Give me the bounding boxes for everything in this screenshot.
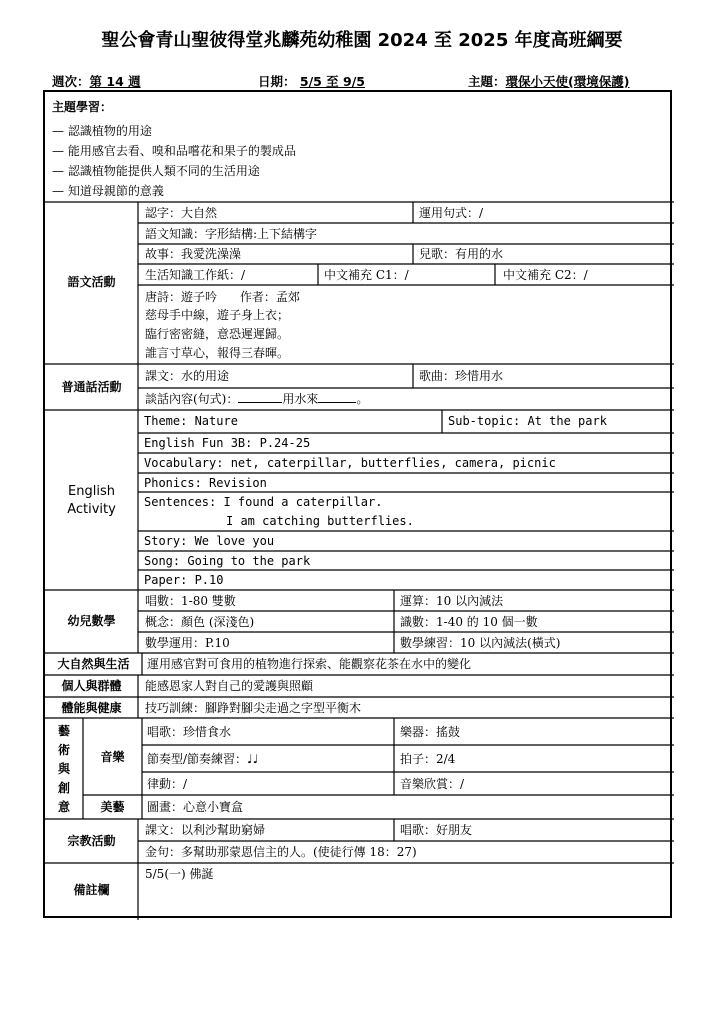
chinese-sentence-use: 運用句式：/	[419, 206, 484, 220]
page-title: 聖公會青山聖彼得堂兆麟苑幼稚園 2024 至 2025 年度高班綱要	[101, 30, 623, 51]
math-practice: 數學練習：10 以內減法(橫式)	[400, 636, 561, 650]
arts-label-char: 意	[57, 800, 70, 814]
english-sentence: I am catching butterflies.	[226, 514, 414, 528]
religion-text: 課文：以利沙幫助窮婦	[145, 823, 266, 837]
religion-label: 宗教活動	[67, 834, 116, 848]
talk-prefix: 談話內容(句式)：	[145, 392, 239, 406]
english-label: Activity	[67, 502, 116, 517]
math-label: 幼兒數學	[67, 614, 116, 628]
chinese-activity-label: 語文活動	[67, 275, 116, 289]
english-sentence: Sentences: I found a caterpillar.	[144, 495, 383, 509]
week-value: 第 14 週	[89, 74, 141, 89]
putonghua-song: 歌曲：珍惜用水	[419, 369, 504, 383]
music-beat: 拍子：2/4	[400, 752, 456, 766]
chinese-recognize: 認字：大自然	[145, 206, 218, 220]
arts-label-char: 創	[57, 781, 70, 795]
nature-label: 大自然與生活	[57, 657, 130, 671]
art-drawing: 圖畫：心意小寶盒	[147, 800, 244, 814]
arts-label-char: 藝	[57, 724, 70, 738]
math-count: 唱數：1-80 雙數	[145, 594, 236, 608]
music-appreciation: 音樂欣賞：/	[400, 777, 465, 791]
chinese-poem-title: 唐詩：遊子吟 作者：孟郊	[145, 290, 300, 304]
english-theme: Theme: Nature	[144, 414, 238, 428]
remarks-label: 備註欄	[73, 883, 110, 897]
theme-learning-heading: 主題學習：	[52, 100, 113, 114]
math-apply: 數學運用：P.10	[145, 636, 230, 650]
week-info	[52, 72, 141, 90]
talk-suffix: 。	[356, 392, 369, 406]
math-concept: 概念：顏色 (深淺色)	[145, 615, 255, 629]
chinese-worksheet: 生活知識工作紙：/	[145, 268, 246, 282]
putonghua-label: 普通話活動	[61, 380, 122, 394]
talk-blank	[318, 392, 356, 403]
religion-song: 唱歌：好朋友	[400, 823, 473, 837]
chinese-knowledge: 語文知識：字形結構:上下結構字	[145, 227, 318, 241]
nature-text: 運用感官對可食用的植物進行探索、能觀察花茶在水中的變化	[147, 657, 472, 671]
date-value: 5/5 至 9/5	[299, 74, 365, 89]
english-story: Story: We love you	[144, 534, 275, 548]
art-label: 美藝	[100, 800, 125, 814]
social-text: 能感恩家人對自己的愛護與照顧	[145, 679, 314, 693]
music-sing: 唱歌：珍惜食水	[147, 725, 232, 739]
chinese-poem-line: 慈母手中線，遊子身上衣；	[145, 308, 290, 322]
remarks-text: 5/5(一) 佛誕	[145, 867, 214, 881]
english-paper: Paper: P.10	[144, 573, 224, 587]
theme-learning-item: — 認識植物能提供人類不同的生活用途	[52, 164, 260, 178]
theme-label: 主題：	[468, 74, 506, 89]
theme-info	[468, 72, 629, 90]
arts-label-char: 與	[57, 762, 70, 776]
chinese-rhyme: 兒歌：有用的水	[419, 247, 504, 261]
physical-text: 技巧訓練：腳踭對腳尖走過之字型平衡木	[145, 701, 362, 715]
curriculum-table	[43, 90, 672, 918]
talk-blank	[238, 392, 282, 403]
theme-learning-item: — 能用感官去看、嗅和品嚐花和果子的製成品	[52, 144, 296, 158]
putonghua-text: 課文：水的用途	[145, 369, 230, 383]
religion-verse: 金句：多幫助那蒙恩信主的人。(使徒行傳 18：27)	[145, 845, 417, 859]
date-info	[258, 72, 365, 90]
english-subtopic: Sub-topic: At the park	[448, 414, 607, 428]
english-song: Song: Going to the park	[144, 554, 311, 568]
english-fun: English Fun 3B: P.24-25	[144, 436, 311, 450]
theme-learning-item: — 知道母親節的意義	[52, 184, 164, 198]
chinese-poem-line: 臨行密密縫，意恐遲遲歸。	[145, 327, 290, 341]
music-rhythm: 節奏型/節奏練習：♩♩	[147, 752, 259, 766]
chinese-supp-c2: 中文補充 C2：/	[503, 268, 588, 282]
social-label: 個人與群體	[61, 679, 122, 693]
chinese-story: 故事：我愛洗澡澡	[145, 247, 242, 261]
music-label: 音樂	[100, 750, 125, 764]
theme-learning-item: — 認識植物的用途	[52, 124, 152, 138]
date-label: 日期：	[258, 74, 296, 89]
music-instrument: 樂器：搖鼓	[400, 725, 461, 739]
english-vocabulary: Vocabulary: net, caterpillar, butterflies, camera, picnic	[144, 456, 556, 470]
music-movement: 律動：/	[147, 777, 188, 791]
chinese-supp-c1: 中文補充 C1：/	[324, 268, 409, 282]
math-calc: 運算：10 以內減法	[400, 594, 504, 608]
putonghua-talk	[145, 392, 368, 406]
english-label: English	[68, 484, 115, 499]
chinese-poem-line: 誰言寸草心，報得三春暉。	[145, 346, 290, 360]
week-label: 週次：	[52, 74, 90, 89]
english-phonics: Phonics: Revision	[144, 476, 267, 490]
talk-middle: 用水來	[282, 392, 319, 406]
math-numbers: 識數：1-40 的 10 個一數	[400, 615, 538, 629]
theme-value: 環保小天使(環境保護)	[505, 74, 630, 89]
arts-label-char: 術	[57, 743, 70, 757]
physical-label: 體能與健康	[61, 701, 122, 715]
